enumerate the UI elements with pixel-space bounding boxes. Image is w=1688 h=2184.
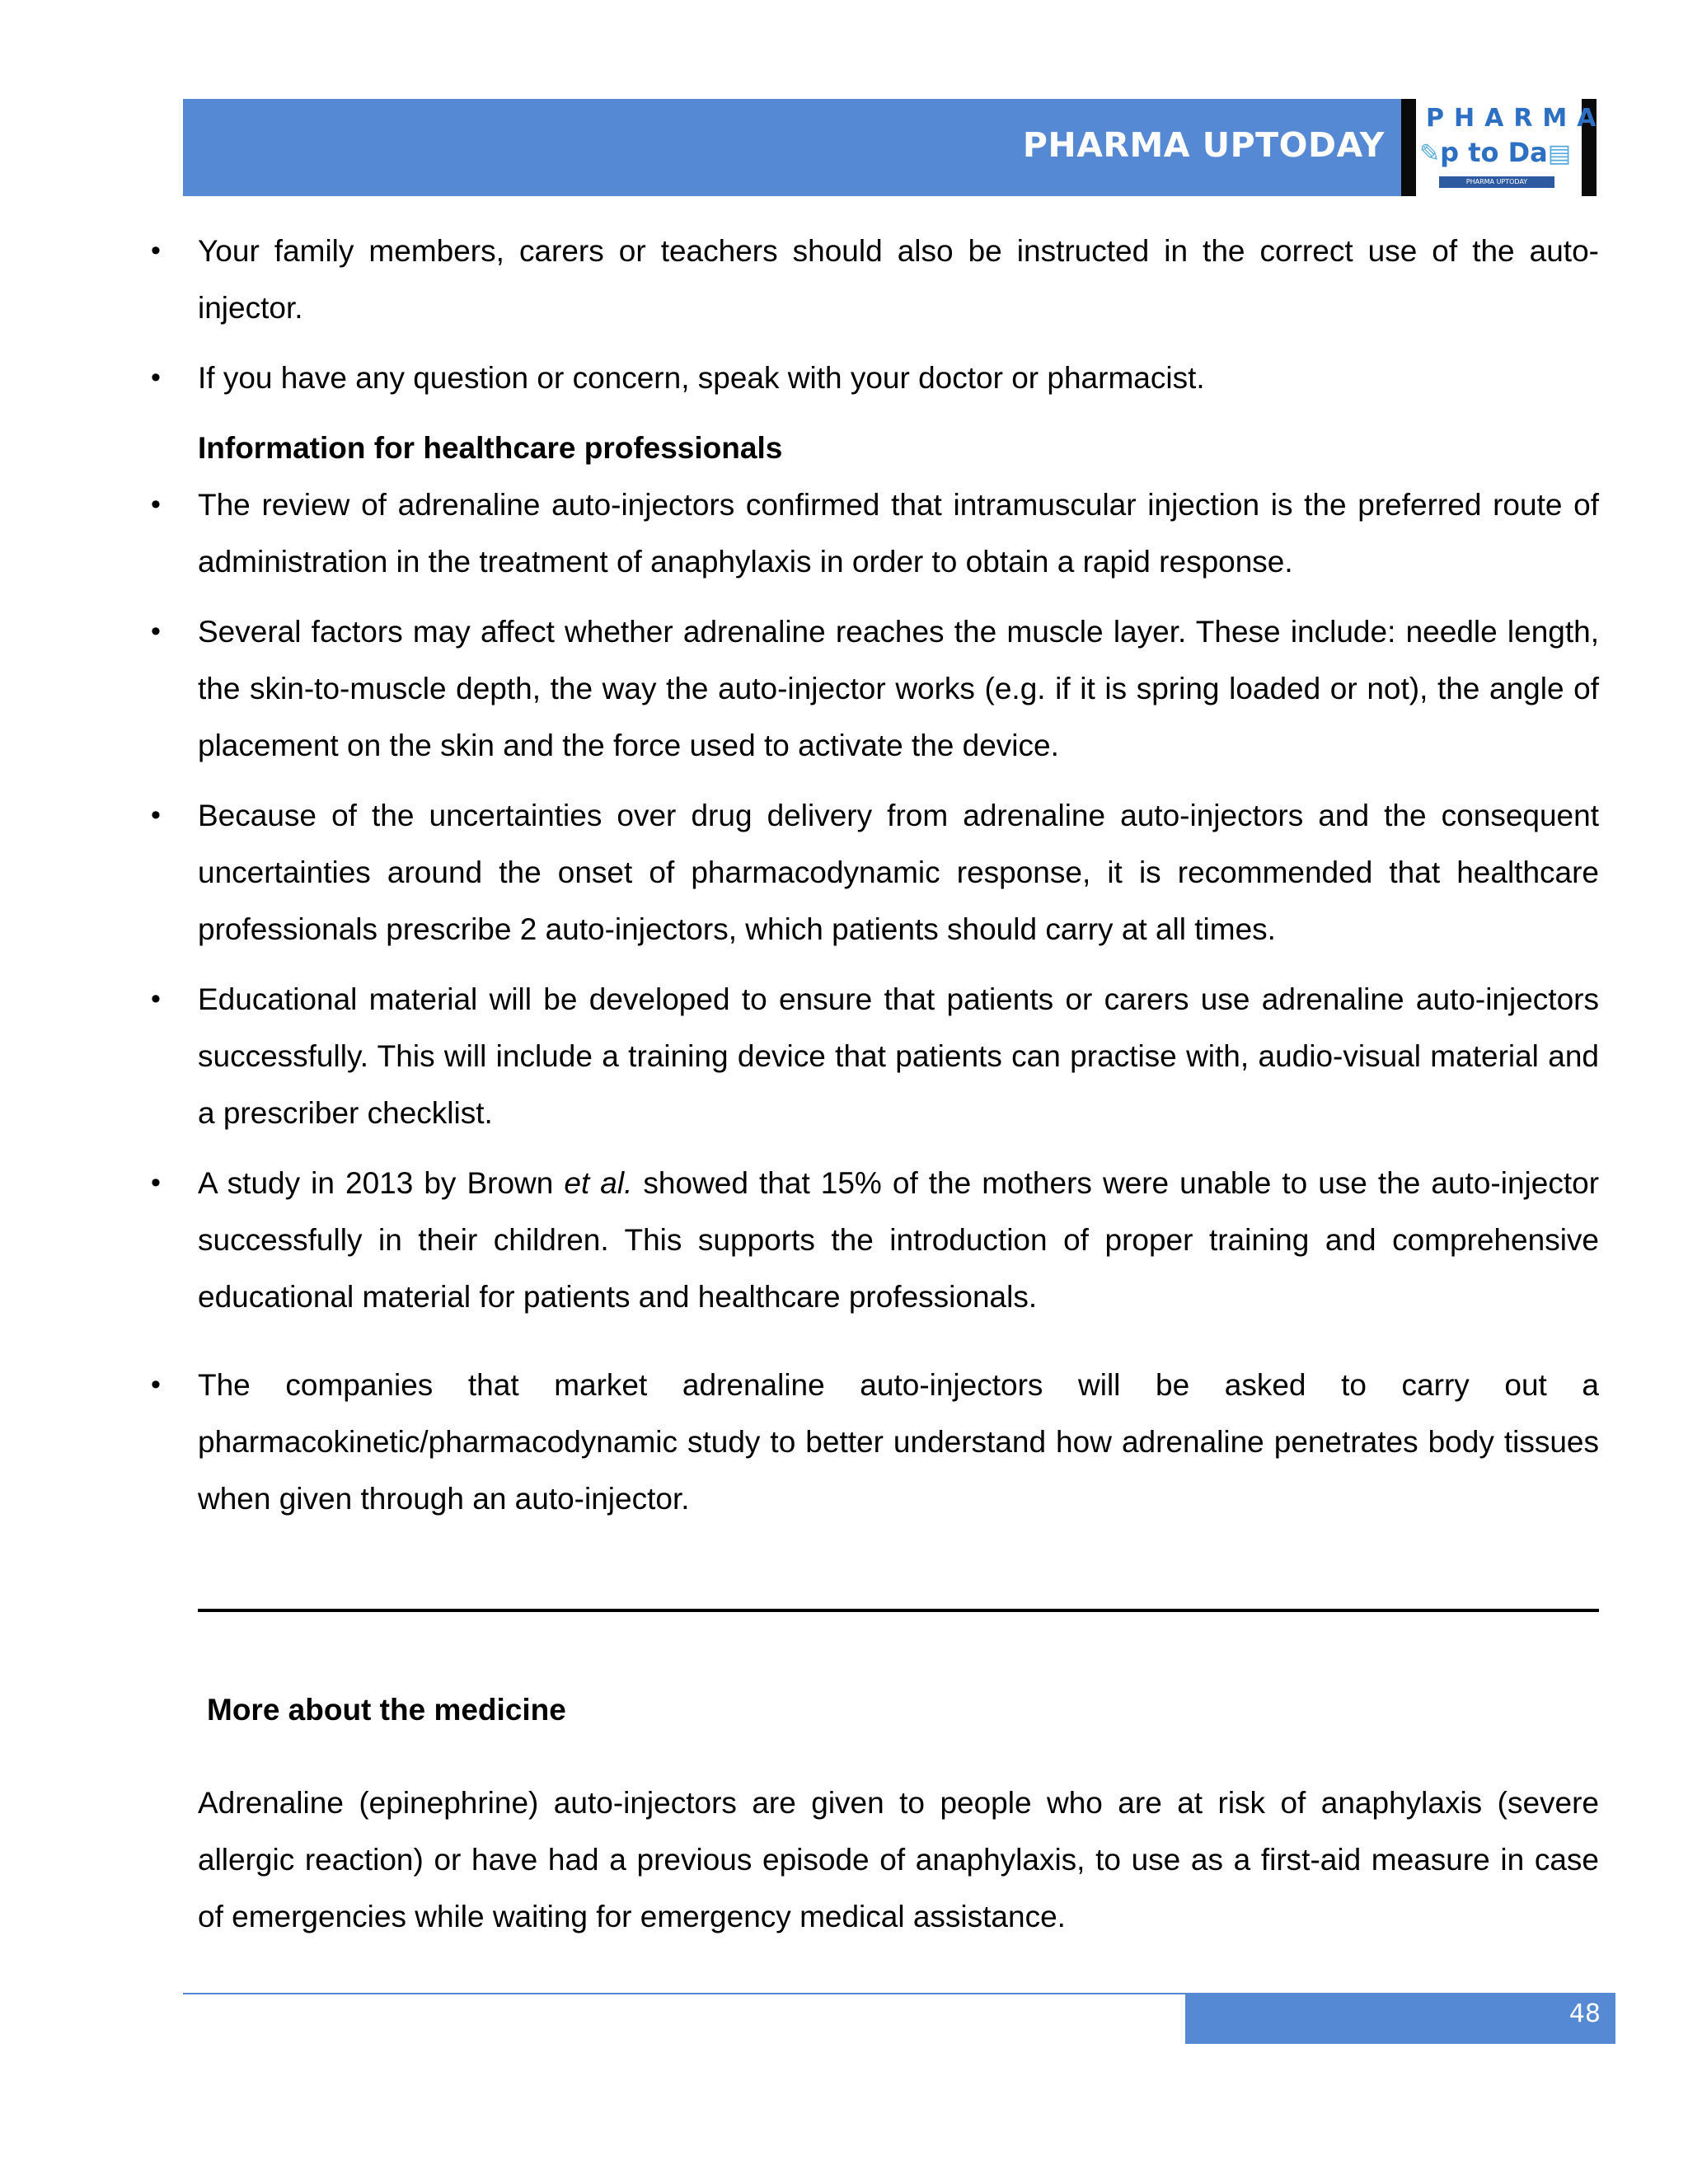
bullet-icon: •	[151, 799, 161, 831]
main-content	[151, 223, 1600, 1540]
bullet-icon: •	[151, 362, 161, 393]
logo-line1: PHARMA	[1426, 104, 1606, 133]
list-item: • Educational material will be developed to ensure that patients or carers use adrenaline auto-injectors successfully. This will include a training device that patients can practise with, audio-visual material and a prescriber checklist.	[198, 971, 1599, 1141]
pharma-logo	[1401, 99, 1606, 196]
logo-subtitle: PHARMA UPTODAY	[1439, 176, 1554, 188]
list-item: • The companies that market adrenaline auto-injectors will be asked to carry out a pharmacokinetic/pharmacodynamic study to better understand how adrenaline penetrates body tissues when given through an auto-injector.	[198, 1357, 1599, 1527]
footer-page-box	[1185, 1993, 1615, 2044]
list-item: • The review of adrenaline auto-injectors confirmed that intramuscular injection is the preferred route of administration in the treatment of anaphylaxis in order to obtain a rapid response.	[198, 476, 1599, 590]
bullet-icon: •	[151, 1167, 161, 1198]
section-heading-more: More about the medicine	[207, 1693, 566, 1727]
list-item: • Because of the uncertainties over drug delivery from adrenaline auto-injectors and the consequent uncertainties around the onset of pharmacodynamic response, it is recommended that healthcare professionals prescribe 2 auto-injectors, which patients should carry at all times.	[198, 787, 1599, 958]
book-icon: ▤	[1547, 139, 1572, 168]
more-about-section	[198, 1681, 1599, 1945]
page-number: 48	[1568, 1999, 1601, 2028]
pen-icon: ✎	[1419, 139, 1441, 168]
list-item: • If you have any question or concern, speak with your doctor or pharmacist.	[198, 349, 1599, 406]
bullet-icon: •	[151, 983, 161, 1015]
bullet-icon: •	[151, 1369, 161, 1400]
section-divider	[198, 1609, 1599, 1612]
list-item: • Several factors may affect whether adrenaline reaches the muscle layer. These include: needle length, the skin-to-muscle depth, the way the auto-injector works (e.g. if it is spring loaded or not), the angle of placement on the skin and the force used to activate the device.	[198, 603, 1599, 774]
list-item: • Your family members, carers or teachers should also be instructed in the correct use of the auto-injector.	[198, 223, 1599, 336]
more-paragraph: Adrenaline (epinephrine) auto-injectors are given to people who are at risk of anaphylaxis (severe allergic reaction) or have had a previous episode of anaphylaxis, to use as a first-aid measure in case of emergencies while waiting for emergency medical assistance.	[198, 1786, 1599, 1933]
bullet-list-last	[151, 1357, 1599, 1527]
bullet-list-healthcare	[151, 476, 1600, 1325]
bullet-icon: •	[151, 489, 161, 520]
list-item-study: • A study in 2013 by Brown et al. showed that 15% of the mothers were unable to use the auto-injector successfully in their children. This supports the introduction of proper training and comprehensive educational material for patients and healthcare professionals.	[198, 1155, 1599, 1325]
bullet-icon: •	[151, 616, 161, 647]
footer-line	[183, 1993, 1205, 1994]
logo-line2: ✎p to Da▤	[1419, 137, 1572, 168]
bullet-icon: •	[151, 235, 161, 266]
header-title: PHARMA UPTODAY	[1022, 125, 1385, 165]
section-heading-healthcare: Information for healthcare professionals	[198, 431, 783, 465]
bullet-list-top	[151, 223, 1599, 406]
